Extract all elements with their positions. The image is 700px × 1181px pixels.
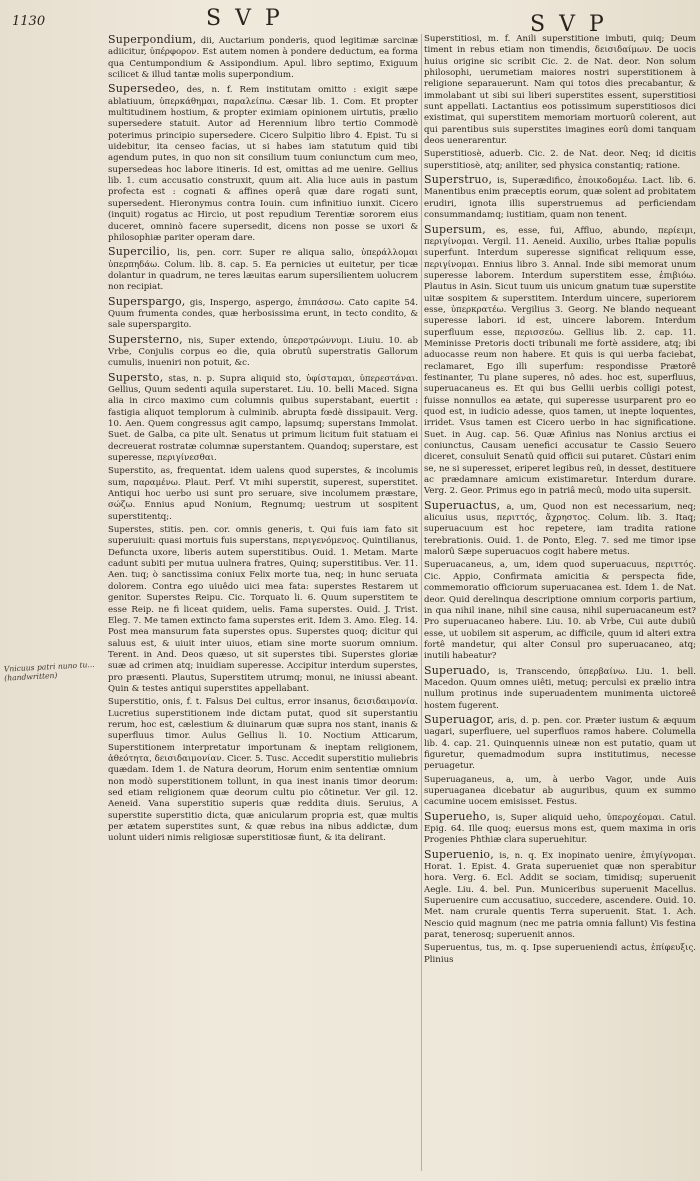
entry-text: is, Superædifico, ἐποικοδομέω. Lact. lib. 6. Manentibus enim præceptis eorum, quæ solent ad probitatem erudiri, ignota illis superstruemus ad perficiendam consummandamq; iustitiam, quam non tenent.	[424, 176, 696, 221]
entry-headword: Supersedeo,	[108, 82, 180, 96]
dictionary-entry	[424, 34, 696, 147]
dictionary-entry	[424, 714, 696, 773]
dictionary-entry	[424, 811, 696, 847]
dictionary-entry	[424, 224, 696, 498]
entry-text: Superstes, stitis. pen. cor. omnis generis, t. Qui fuis iam fato sit superuiuit: quasi mortuis fuis superstans, περιγενόμενος. Quintilianus, Defuncta uxore, liberis autem superstitibus. Ouid. 1. Metam. Marte cadunt subiti per mutua uulnera fratres, Quinq; superstitibus. Ver. 11. Aen. tuq; ò sanctissima coniux Felix morte tua, neq; in hunc seruata dolorem. Contra ego uiuêdo uici mea fata: superstes Restarem ut genitor. Superstes Reipu. Cic. Torquato li. 6. Quum superstitem te esse Reip. ne fi liceat quidem, uelis. Fama superstes. Ouid. J. Trist. Eleg. 7. Me tamen extincto fama superstes erit. Idem 3. Amo. Eleg. 14. Post mea mansurum fata superstes opus. Superstes quoq; dicitur qui saluus est, & uiuit inter uiuos, etiam sine morte suorum omnium. Terent. in And. Deos quæso, ut sit superstes tibi. Superstes gloriæ suæ ad crimen atq; inuidiam superesse. Accipitur interdum superstes, pro præsenti. Plautus, Superstitem utrumq; monui, ne iniussi abeant. Quin & testes antiqui superstites appellabant.	[108, 525, 418, 694]
entry-text: des, n. f. Rem institutam omitto : exigit sæpe ablatiuum, ὑπερκάθημαι, παραλείπω. Cæsar lib. 1. Com. Et propter multitudinem hostium, & propter eximiam opinionem uirtutis, prælio supersedere statuit. Autor ad Herennium libro tertio Commodè poterimus principio supersedere. Cicero Sulpitio libro 4. Epist. Tu si uidebitur, ita censeo facias, ut si habes iam statutum quid tibi agendum putes, in quo non sit consilium tuum coniunctum cum meo, supersedeas hoc labore itineris. Id est, omittas ad me uenire. Gellius lib. 1. cum accusatio construxit, quum ait. Alia luce auis in pastum profecta est : cognati & affines operâ quæ dare rogati sunt, supersedent. Hieronymus contra Iouin. cum infinitiuo iunxit. Cicero (inquit) rogatus ac Hircio, ut post repudium Terentiæ sororem eius duceret, omninò facere supersedit, dicens non posse se uxori & philosophiæ pariter operam dare.	[108, 85, 418, 243]
entry-headword: Supersum,	[424, 222, 486, 236]
dictionary-entry	[108, 466, 418, 523]
entry-text: a, um, Quod non est necessarium, neq; alicuius usus, περιττός, ἄχρηστος. Colum. lib. 3. Itaq; superuacuum est hoc repetere, iam tradita ratione terebrationis. Ouid. 1. de Ponto, Eleg. 7. sed me timor ipse malorû Sæpe superuacuos cogit habere metus.	[424, 501, 696, 558]
dictionary-entry	[108, 296, 418, 332]
entry-text: is, n. q. Ex inopinato uenire, ἐπιγίγνομαι. Horat. 1. Epist. 4. Grata superueniet quæ non sperabitur hora. Verg. 6. Ecl. Addit se sociam, timidisq; superuenit Aegle. Liu. 4. bel. Pun. Municeribus superuenit Macellus. Superuenire cum accusatiuo, succedere, ascendere. Ouid. 10. Met. nam crurale quentis Terra superuenit. Stat. 1. Ach. Nescio quid magnum (nec me patria omnia fallunt) Vis festina parat, tenerosq; superuenit annos.	[424, 850, 696, 941]
entry-headword: Supercilio,	[108, 245, 171, 259]
entry-text: is, Super aliquid ueho, ὑπεροχέομαι. Catul. Epig. 64. Ille quoq; euersus mons est, quem maxima in oris Progenies Phthiæ clara superuehitur.	[424, 812, 696, 846]
dictionary-entry	[424, 665, 696, 712]
dictionary-entry	[424, 174, 696, 221]
left-column	[108, 34, 418, 1171]
dictionary-entry	[424, 500, 696, 559]
entry-text: lis, pen. corr. Super re aliqua salio, ὑπεράλλομαι ὑπερπηδάω. Colum. lib. 8. cap. 5. Ea pernicies ut euitetur, per ticæ dolantur in quadrum, ne teres læuitas earum supersilientem uolucrem non recipiat.	[108, 248, 418, 293]
running-head-right: SVP	[530, 12, 618, 37]
dictionary-entry	[424, 849, 696, 942]
dictionary-entry	[108, 372, 418, 465]
entry-text: es, esse, fui, Affluo, abundo, περίειμι, περιγίνομαι. Vergil. 11. Aeneid. Auxilio, urbes Italiæ populis superfunt. Interdum superesse significat reliquum esse, περιγίνομαι. Ennius libro 3. Annal. Inde sibi memorat unum superesse laborem. Interdum superstitem esse, ἐπιβιόω. Plautus in Asin. Sicut tuum uis unicum gnatum tuæ superstite uitæ sospitem & superstitem. Interdum uincere, superiorem esse, ὑπερκρατέω. Vergilius 3. Georg. Ne blando nequeant superesse labori. id est, uincere laborem. Interdum superfluum esse, περισσεύω. Gellius lib. 2. cap. 11. Meminisse Pretoris docti tribunali me fortè assidere, atq; ibi aduocasse reum non habere. Et quis is qui uerba faciebat, reclamaret, Ego illi superfum: respondisse Prætorê festinanter, Tu plane superes, nô ades. hoc est, superfluus, superuacaneus es. Et qui bus Gellii uerbis colligi potest, fuisse nonnullos ea ætate, qui superesse usurparent pro eo quod est, in iudicio adesse, quos tamen, ut inepte loquentes, irridet. Vsus tamen est Cicero uerbo in hac significatione. Suet. in Aug. cap. 56. Quæ Afinius nas Nonius arctius ei coniunctus, Causam uenefici accusatur te Cassio Seuero diceret, consuluit Senatû quid officii sui putaret. Cûstari enim se, ne si superesset, eriperet legibus reû, in desset, destituere ac prædamnare amicum existimaretur. Interdum durare. Verg. 2. Geor. Primus ego in patriâ mecû, modo uita supersit.	[424, 225, 696, 497]
dictionary-columns	[108, 34, 696, 1171]
entry-headword: Superuado,	[424, 663, 491, 677]
column-divider	[421, 34, 422, 1171]
entry-headword: Superuagor,	[424, 712, 495, 726]
entry-text: dii, Auctarium ponderis, quod legitimæ sarcinæ adiicitur, ὑπέρφορον. Est autem nomen à pondere deductum, ea forma qua Centumpondium & Assipondium. Apul. libro septimo, Exiguum scilicet & illud tantæ molis superpondium.	[108, 36, 418, 81]
dictionary-entry	[108, 697, 418, 844]
entry-text: Superstitiosi, m. f. Anili superstitione imbuti, quiq; Deum timent in rebus etiam non timendis, δεισιδαίμων. De uocis huius origine sic scribit Cic. 2. de Nat. deor. Non solum philosophi, uerumetiam maiores nostri superstitionem à religione separauerunt. Nam qui totos dies precabantur, & immolabant ut sibi sui liberi superstites essent, superstitiosi sunt appellati. Lactantius eos potissimum superstitiosos dici existimat, qui superstitem memoriam mortuorû colerent, aut qui parentibus suis superstites imagines eorû domi tanquam deos uenerarentur.	[424, 34, 696, 147]
entry-text: Superstitio, onis, f. t. Falsus Dei cultus, error insanus, δεισιδαιμονία. Lucretius superstitionem inde dictam putat, quod sit superstantiu rerum, hoc est, cælestium & diuinarum quæ supra nos stant, inanis & superfluus timor. Aulus Gellius li. 10. Noctium Atticarum, Superstitionem interpretatur importunam & ineptam religionem, ἀθεότητα, δεισιδαιμονίαν. Cicer. 5. Tusc. Accedit superstitio muliebris quædam. Idem 1. de Natura deorum, Horum enim sententiæ omnium non modò superstitionem tollunt, in qua inest inanis timor deorum: sed etiam religionem quæ deorum cultu pio côtinetur. Ver gil. 12. Aeneid. Vana superstitio superis quæ reddita diuis. Seruius, A superstite superstitio dicta, quæ anicularum propria est, quæ multis per ætatem superstites sunt, & quæ rebus ina nibus addictæ, dum uolunt uideri nimis religiosæ superstitiosæ fiunt, & ita delirant.	[108, 697, 418, 844]
entry-headword: Superueho,	[424, 809, 491, 823]
entry-text: Superstitiosè, aduerb. Cic. 2. de Nat. deor. Neq; id dicitis superstitiosè, atq; aniliter, sed physica constantiq; ratione.	[424, 149, 696, 171]
entry-text: aris, d. p. pen. cor. Præter iustum & æquum uagari, superfluere, uel superfluos ramos habere. Columella lib. 4. cap. 21. Quinquennis uineæ non est putatio, quam ut figuretur, quemadmodum supra institutimus, necesse peruagetur.	[424, 715, 696, 772]
entry-headword: Supersto,	[108, 370, 164, 384]
entry-headword: Superspargo,	[108, 294, 186, 308]
running-head-left: SVP	[206, 6, 294, 31]
handwritten-margin-note: Vnicuus patri nuno tu... (handwritten)	[3, 659, 95, 683]
entry-text: Superuacaneus, a, um, idem quod superuacuus, περιττός. Cic. Appio, Confirmata amicitia & perspecta fide, commemoratio officiorum superuacanea est. Idem 1. de Nat. deor. Quid derelinqua descriptione omnium corporis partium, in qua nihil inane, nihil sine causa, nihil superuacaneum est? Pro superuacaneo habere. Liu. 10. ab Vrbe, Cui aute dubiû esse, ut uobilem sit asperum, ac difficile, quum id alteri extra fortê mandetur, qui alter Consul pro superuacaneo, atq; inutili habeatur?	[424, 560, 696, 662]
entry-text: Superstito, as, frequentat. idem ualens quod superstes, & incolumis sum, παραμένω. Plaut. Perf. Vt mihi superstit, superest, superstitet. Antiqui hoc uerbo usi sunt pro seruare, sive incolumem præstare, σώζω. Ennius apud Nonium, Regnumq; uestrum ut sospitent superstitentq;.	[108, 466, 418, 522]
dictionary-entry	[424, 560, 696, 662]
entry-text: nis, Super extendo, ὑπερστρώννυμι. Liuiu. 10. ab Vrbe, Conjulis corpus eo die, quia obrutû superstratis Gallorum cumulis, inueniri non potuit, &c.	[108, 335, 418, 369]
entry-headword: Superpondium,	[108, 34, 197, 46]
dictionary-entry	[108, 246, 418, 293]
entry-text: Superuentus, tus, m. q. Ipse superueniendi actus, ἐπίφευξις. Plinius	[424, 943, 696, 965]
page-number: 1130	[12, 14, 46, 29]
entry-text: stas, n. p. Supra aliquid sto, ὑφίσταμαι, ὑπερεστάναι. Gellius, Quum sedenti aquila superstaret. Liu. 10. belli Maced. Signa alia in circo maximo cum columnis quibus superstabant, euertit : fastigia aliquot templorum à culminib. abrupta fœdè dissipauit. Verg. 10. Aen. Quem congressus agit campo, lapsumq; superstans Immolat. Suet. de Galba, ca pite ult. Senatus ut primum licitum fuit statuam ei decreuerat rostratæ columnæ superstantem. Quandoq; superstare, est superesse, περιγίνεσθαι.	[108, 373, 418, 464]
entry-text: Superuaganeus, a, um, à uerbo Vagor, unde Auis superuaganea dicebatur ab auguribus, quum ex summo cacumine uocem emisisset. Festus.	[424, 774, 696, 808]
entry-headword: Supersterno,	[108, 332, 183, 346]
dictionary-entry	[424, 775, 696, 809]
dictionary-entry	[424, 149, 696, 172]
entry-headword: Superuactus,	[424, 498, 501, 512]
entry-text: is, Transcendo, ὑπερβαίνω. Liu. 1. bell. Macedon. Quum omnes uiêti, metuq; perculsi ex prælio intra nullum protinus inde superuadentem munimenta uictoreê hostem fugerent.	[424, 666, 696, 711]
right-column	[424, 34, 696, 1171]
dictionary-entry	[424, 943, 696, 966]
dictionary-entry	[108, 34, 418, 81]
dictionary-entry	[108, 83, 418, 244]
entry-headword: Superuenio,	[424, 847, 494, 861]
entry-headword: Superstruo,	[424, 173, 493, 187]
entry-text: gis, Inspergo, aspergo, ἐπιπάσσω. Cato capite 54. Quum frumenta condes, quæ herbosissima erunt, in tecto condito, & sale superspargito.	[108, 297, 418, 331]
dictionary-entry	[108, 525, 418, 695]
page-header	[10, 6, 692, 37]
dictionary-entry	[108, 334, 418, 370]
